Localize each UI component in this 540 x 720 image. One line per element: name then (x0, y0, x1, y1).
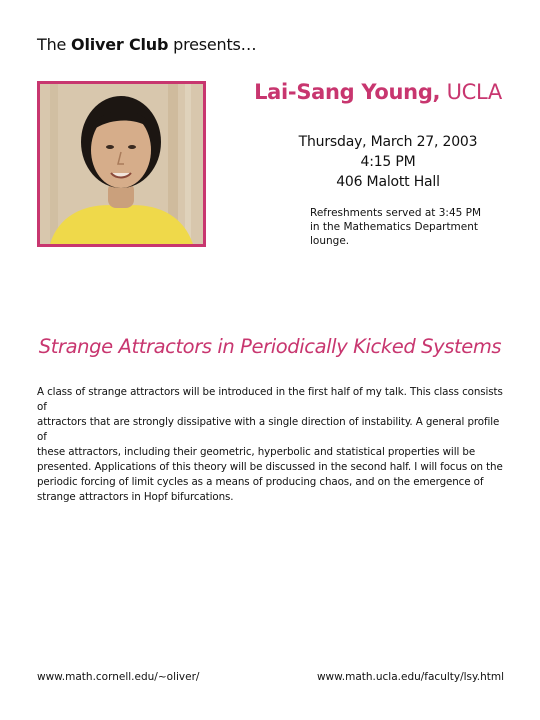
talk-title: Strange Attractors in Periodically Kicked Systems (38, 335, 502, 358)
refreshments-line: lounge. (310, 235, 350, 247)
abstract-line: attractors that are strongly dissipative with a single direction of instability. A general profile of (37, 416, 500, 443)
abstract-line: periodic forcing of limit cycles as a means of producing chaos, and on the emergence of (37, 476, 484, 488)
abstract-line: these attractors, including their geometric, hyperbolic and statistical properties will be (37, 446, 476, 458)
event-location: 406 Malott Hall (336, 174, 440, 190)
header-prefix: The (37, 35, 72, 54)
header-suffix: presents… (168, 35, 257, 54)
speaker-heading (254, 80, 502, 104)
abstract-line: A class of strange attractors will be introduced in the first half of my talk. This class consists of (37, 386, 503, 413)
refreshments-note (310, 206, 500, 248)
speaker-photo (37, 81, 206, 247)
event-details (290, 132, 486, 192)
abstract-line: strange attractors in Hopf bifurcations. (37, 491, 234, 503)
abstract-line: presented. Applications of this theory will be discussed in the second half. I will focus on the (37, 461, 503, 473)
speaker-institution: UCLA (440, 80, 502, 104)
club-name: Oliver Club (71, 35, 169, 54)
header-line (37, 35, 256, 54)
event-time: 4:15 PM (360, 154, 416, 170)
refreshments-line: in the Mathematics Department (310, 221, 479, 233)
speaker-name: Lai-Sang Young, (254, 80, 441, 104)
event-date: Thursday, March 27, 2003 (298, 134, 478, 150)
abstract (37, 385, 507, 505)
speaker-url: www.math.ucla.edu/faculty/lsy.html (316, 671, 504, 683)
oliver-club-url: www.math.cornell.edu/~oliver/ (37, 671, 200, 683)
refreshments-line: Refreshments served at 3:45 PM (310, 207, 482, 219)
